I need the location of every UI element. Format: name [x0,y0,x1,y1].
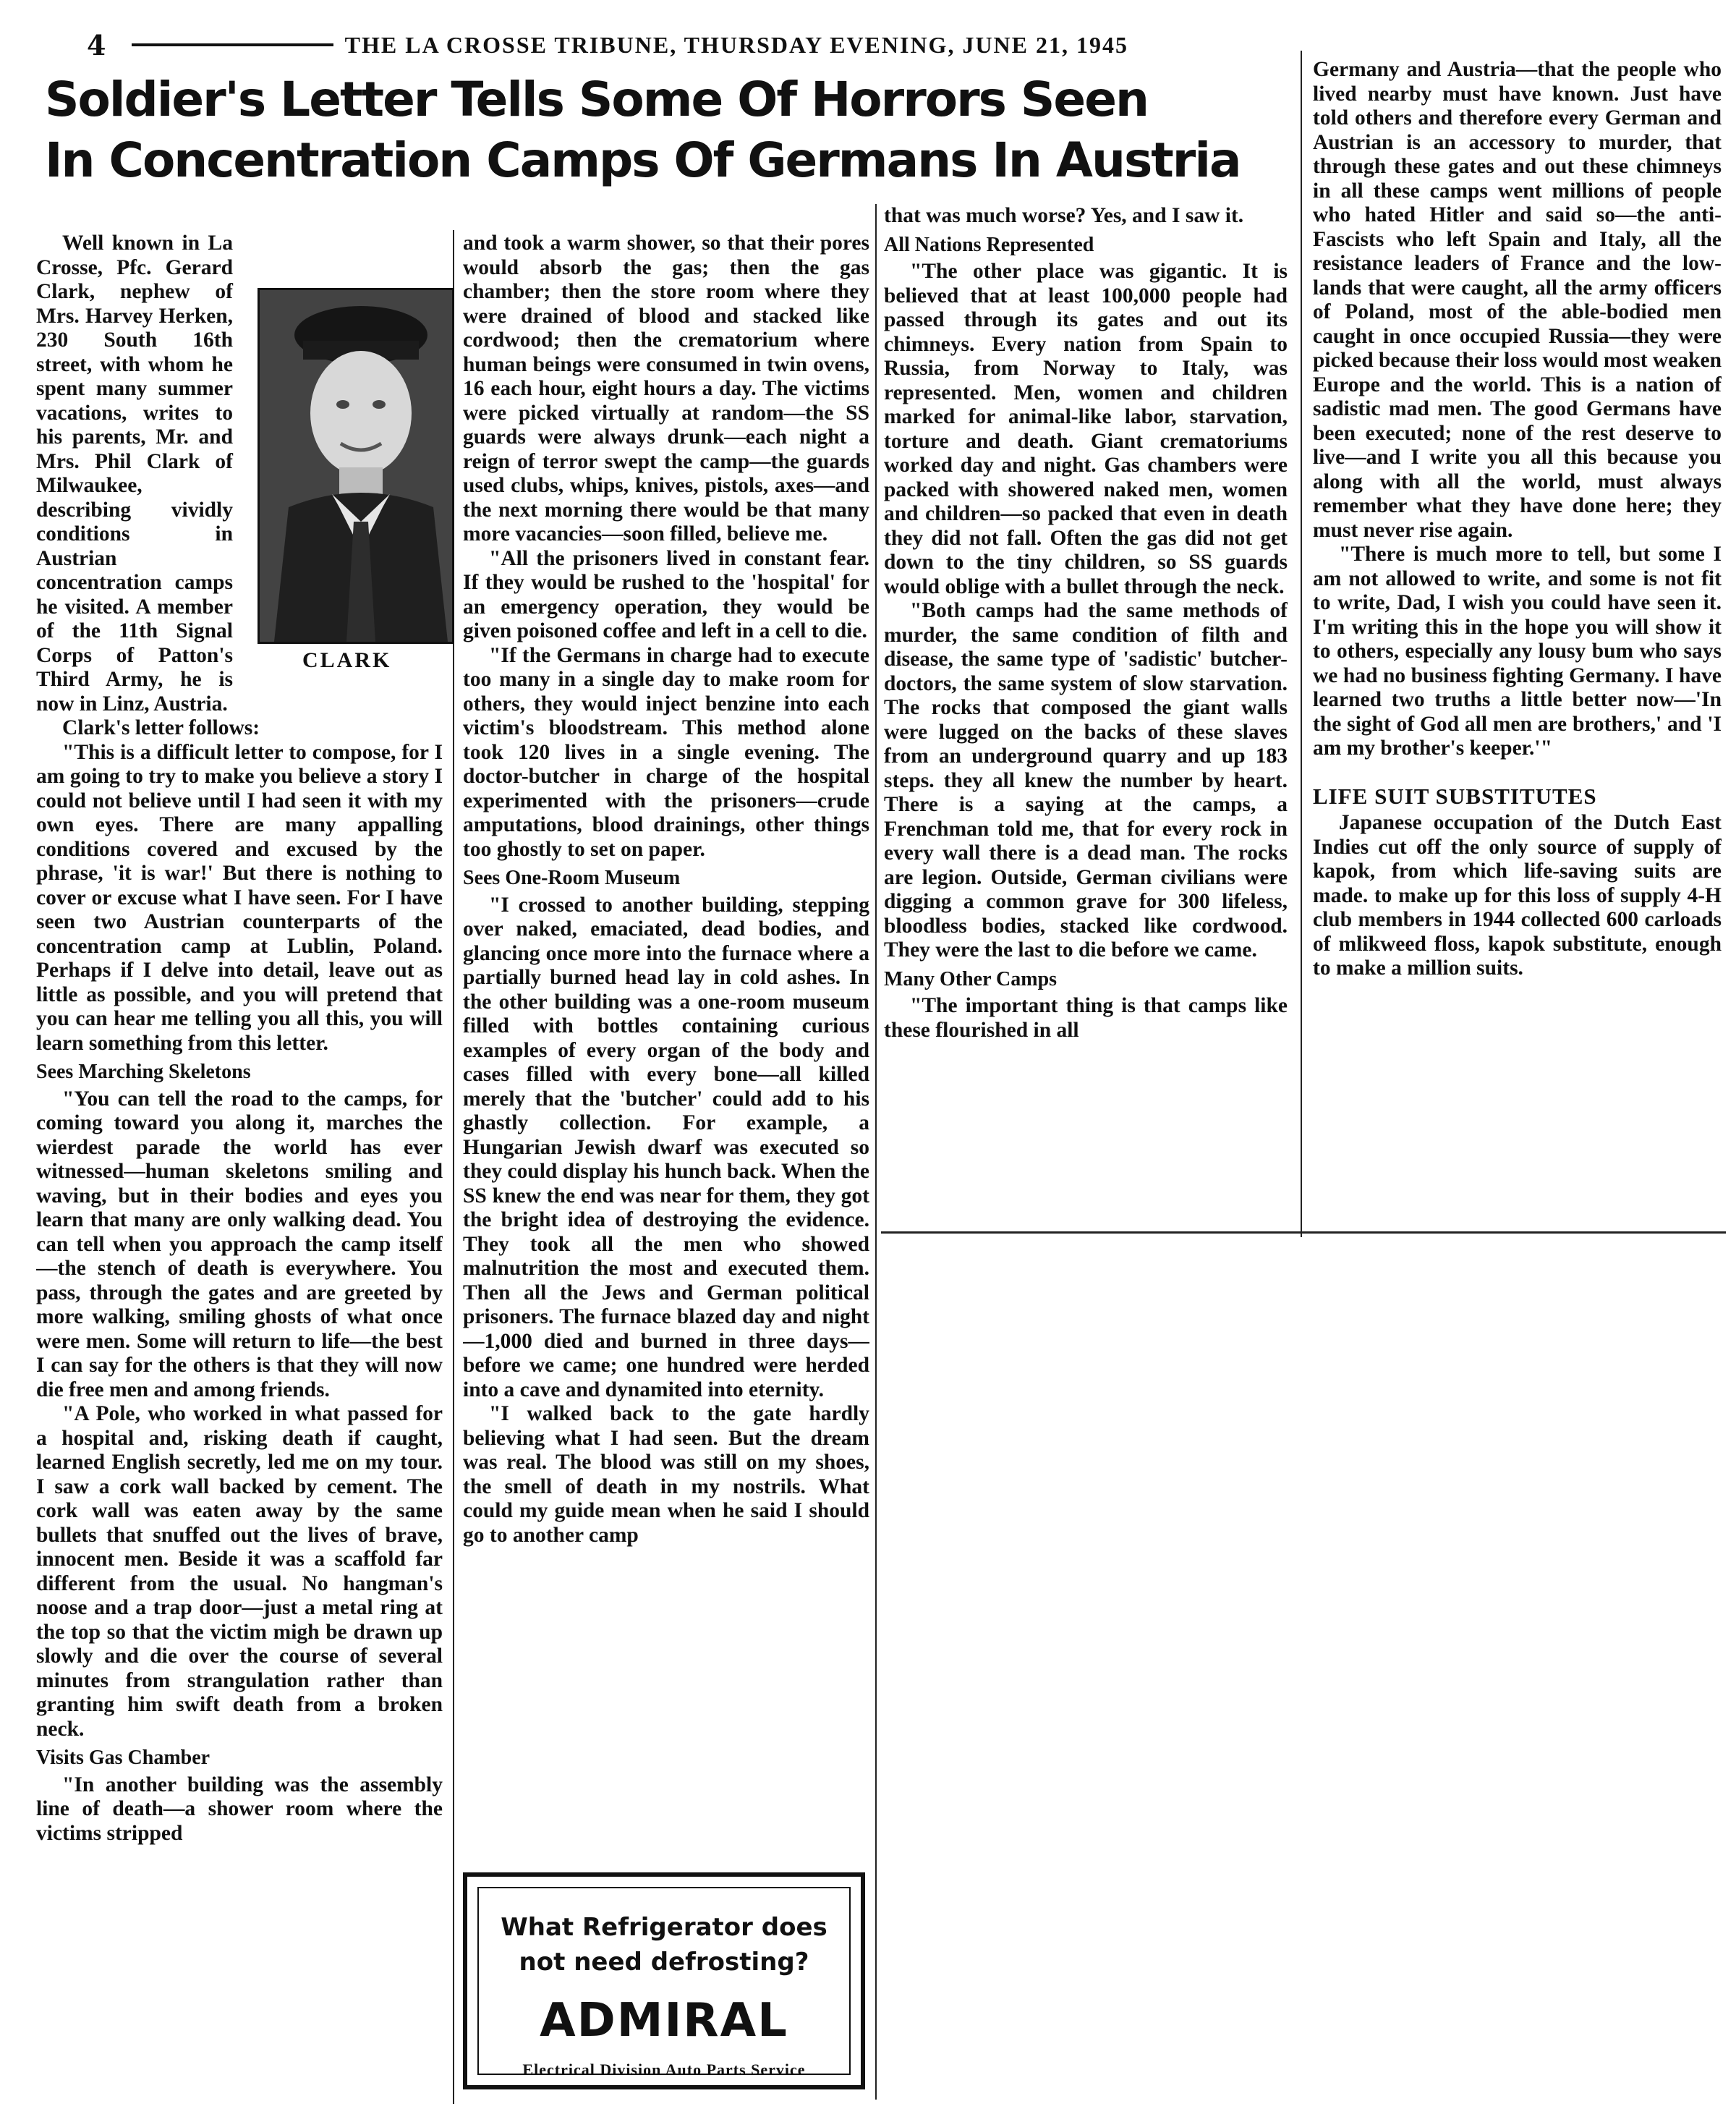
article-column-4 [1313,58,1722,1230]
paragraph: "A Pole, who worked in what passed for a hospital and, risking death if caught, learned English secretly, led me on my tour. I saw a cork wall backed by cement. The cork wall was eaten away by the same bullets that snuffed out the lives of brave, innocent men. Beside it was a scaffold far different from the usual. No hangman's noose and a trap door—just a metal ring at the top so that the victim migh be drawn up slowly and die over the course of several minutes from strangulation rather than granting him swift death from a broken neck. [36,1402,443,1741]
paragraph: "If the Germans in charge had to execute too many in a single day to make room for others, they would inject benzine into each victim's bloodstream. This method alone took 120 lives in a single evening. The doctor-butcher in charge of the hospital experimented with the prisoners—crude amputations, blood drainings, other things too ghostly to set on paper. [463,643,869,861]
paragraph: "I crossed to another building, stepping over naked, emaciated, dead bodies, and glancing once more into the furnace where a partially burned head lay in cold ashes. In the other building was a one-room museum filled with bottles containing curious examples of every organ of the body and cases filled with every bone—all killed merely that the 'butcher' could add to his ghastly collection. For example, a Hungarian Jewish dwarf was executed so they could display his hunch back. When the SS knew the end was near for them, they got the bright idea of destroying the evidence. They took all the men who showed malnutrition the most and executed them. Then all the Jews and German political prisoners. The furnace blazed day and night—1,000 died and burned in three days—before we came; one hundred were herded into a cave and dynamited into eternity. [463,893,869,1401]
masthead-rule [132,43,333,46]
article-column-3 [884,204,1288,1231]
paragraph: "There is much more to tell, but some I am not allowed to write, and some is not fit to write, Dad, I wish you could have seen it. I'm writing this in the hope you will show it to others, especially any lousy bum who says we had no business fighting Germany. I have learned two truths a little better now—'In the sight of God all men are brothers,' and 'I am my brother's keeper.'" [1313,543,1722,760]
headline-line-2: In Concentration Camps Of Germans In Austria [45,132,1241,188]
paragraph: "You can tell the road to the camps, for coming toward you along it, marches the wierdest parade the world has ever witnessed—human skeletons smiling and waving, but in their bodies and eyes you learn that many are only walking dead. You can tell when you approach the camp itself—the stench of death is everywhere. You pass, through the gates and are greeted by more walking, smiling ghosts of what once were men. Some will return to life—the best I can say for the others is that they will now die free men and among friends. [36,1087,443,1401]
page-number: 4 [87,28,106,61]
masthead [87,30,1128,59]
letter-intro: Clark's letter follows: [62,716,260,739]
paragraph: "The other place was gigantic. It is believed that at least 100,000 people had passed through its gates and out its chimneys. Every nation from Spain to Russia, from Norway to Italy, was represented. Men, women and children marked for animal-like labor, starvation, torture and death. Giant crematoriums worked day and night. Gas chambers were packed with showered naked men, women and children—so packed that even in death they did not fall. Often the gas did not get down to the tiny children, so SS guards would oblige with a bullet through the neck. [884,260,1288,598]
ad-brand: ADMIRAL [540,1994,788,2047]
ad-question: What Refrigerator does not need defrosting? [501,1913,827,1977]
subhead-one-room-museum: Sees One-Room Museum [463,867,681,889]
headline [45,69,1289,191]
subhead-marching-skeletons: Sees Marching Skeletons [36,1061,251,1083]
paragraph: and took a warm shower, so that their pores would absorb the gas; then the gas chamber; then the store room where they were drained of blood and stacked like cordwood; then the crematorium where human beings were consumed in twin ovens, 16 each hour, eight hours a day. The victims were picked virtually at random—the SS guards were always drunk—each night a reign of terror swept the camp—the guards used clubs, whips, knives, pistols, axes—and the next morning there would be that many more vacancies—soon filled, believe me. [463,232,869,546]
paragraph: "I walked back to the gate hardly believing what I had seen. But the dream was real. The blood was still on my shoes, the smell of death in my nostrils. What could my guide mean when he said I should go to another camp [463,1402,869,1547]
intro-paragraph: Well known in La Crosse, Pfc. Gerard Clark, nephew of Mrs. Harvey Herken, 230 South 16th street, with whom he spent many summer vacations, writes to his parents, Mr. and Mrs. Phil Clark of Milwaukee, describing vividly conditions in Austrian concentration camps he visited. A member of the 11th Signal Corps of Patton's Third Army, he is now in Linz, Austria. [36,232,233,716]
subhead-all-nations: All Nations Represented [884,233,1094,256]
headline-line-1: Soldier's Letter Tells Some Of Horrors Seen [45,72,1148,127]
ad-inner-border [477,1887,851,2079]
paragraph: "This is a difficult letter to compose, for I am going to try to make you believe a story I could not believe until I had seen it with my own eyes. There are many appalling conditions covered and excused by the phrase, 'it is war!' But there is nothing to cover or excuse what I have seen. For I have seen two Austrian counterparts of the concentration camp at Lublin, Poland. Perhaps if I delve into detail, leave out as little as possible, and you will pretend that you can hear me telling you all this, you will learn something from this letter. [36,740,443,1055]
paragraph: that was much worse? Yes, and I saw it. [884,204,1244,227]
paragraph: "All the prisoners lived in constant fear. If they would be rushed to the 'hospital' for an emergency operation, they would be given poisoned coffee and left in a cell to die. [463,546,869,642]
article-column-1 [36,232,443,2105]
photo-caption: CLARK [302,648,392,672]
paragraph: "The important thing is that camps like these flourished in all [884,994,1288,1042]
paragraph: "Both camps had the same methods of murder, the same condition of filth and disease, the same type of 'sadistic' butcher-doctors, the same system of slow starvation. The rocks that composed the giant walls were lugged on the backs of these slaves from an underground quarry and up 183 steps. they all knew the number by heart. There is a saying at the camps, a Frenchman told me, that for every rock in every wall there is a dead man. The rocks are legion. Outside, German civilians were digging a common grave for 300 lifeless, bloodless bodies, stacked like cordwood. They were the last to die before we came. [884,599,1288,962]
ad-subline: Electrical Division Auto Parts Service [522,2061,806,2079]
subhead-many-other-camps: Many Other Camps [884,967,1058,990]
column-rule-3 [1301,51,1302,1237]
column-rule-2 [875,204,877,2100]
admiral-advertisement [463,1872,865,2089]
subhead-gas-chamber: Visits Gas Chamber [36,1747,210,1769]
paragraph: "In another building was the assembly line of death—a shower room where the victims stripped [36,1773,443,1845]
subhead-life-suit-substitutes: LIFE SUIT SUBSTITUTES [1313,783,1597,809]
paragraph: Japanese occupation of the Dutch East Indies cut off the only source of supply of kapok, from which life-saving suits are made. to make up for this loss of supply 4-H club members in 1944 collected 600 carloads of mlikweed floss, kapok substitute, enough to make a million suits. [1313,811,1722,980]
spacer [1313,761,1722,780]
column-bottom-rule [881,1231,1726,1234]
masthead-text: THE LA CROSSE TRIBUNE, THURSDAY EVENING, JUNE 21, 1945 [344,31,1128,58]
paragraph: Germany and Austria—that the people who lived nearby must have known. Just have told others and therefore every German and Austrian is an accessory to murder, that through these gates and out these chimneys in all these camps went millions of people who hated Hitler and said so—the anti-Fascists who left Spain and Italy, all the resistance leaders of France and the low-lands that were caught, all the army officers of Poland, most of the able-bodied men caught in once occupied Russia—they were picked because their loss would most weaken Europe and the world. This is a nation of sadistic mad men. The good Germans have been executed; none of the rest deserve to live—and I write you all this because you along with all the world, must always remember what they have done here; they must never rise again. [1313,58,1722,542]
article-column-2 [463,232,869,1859]
